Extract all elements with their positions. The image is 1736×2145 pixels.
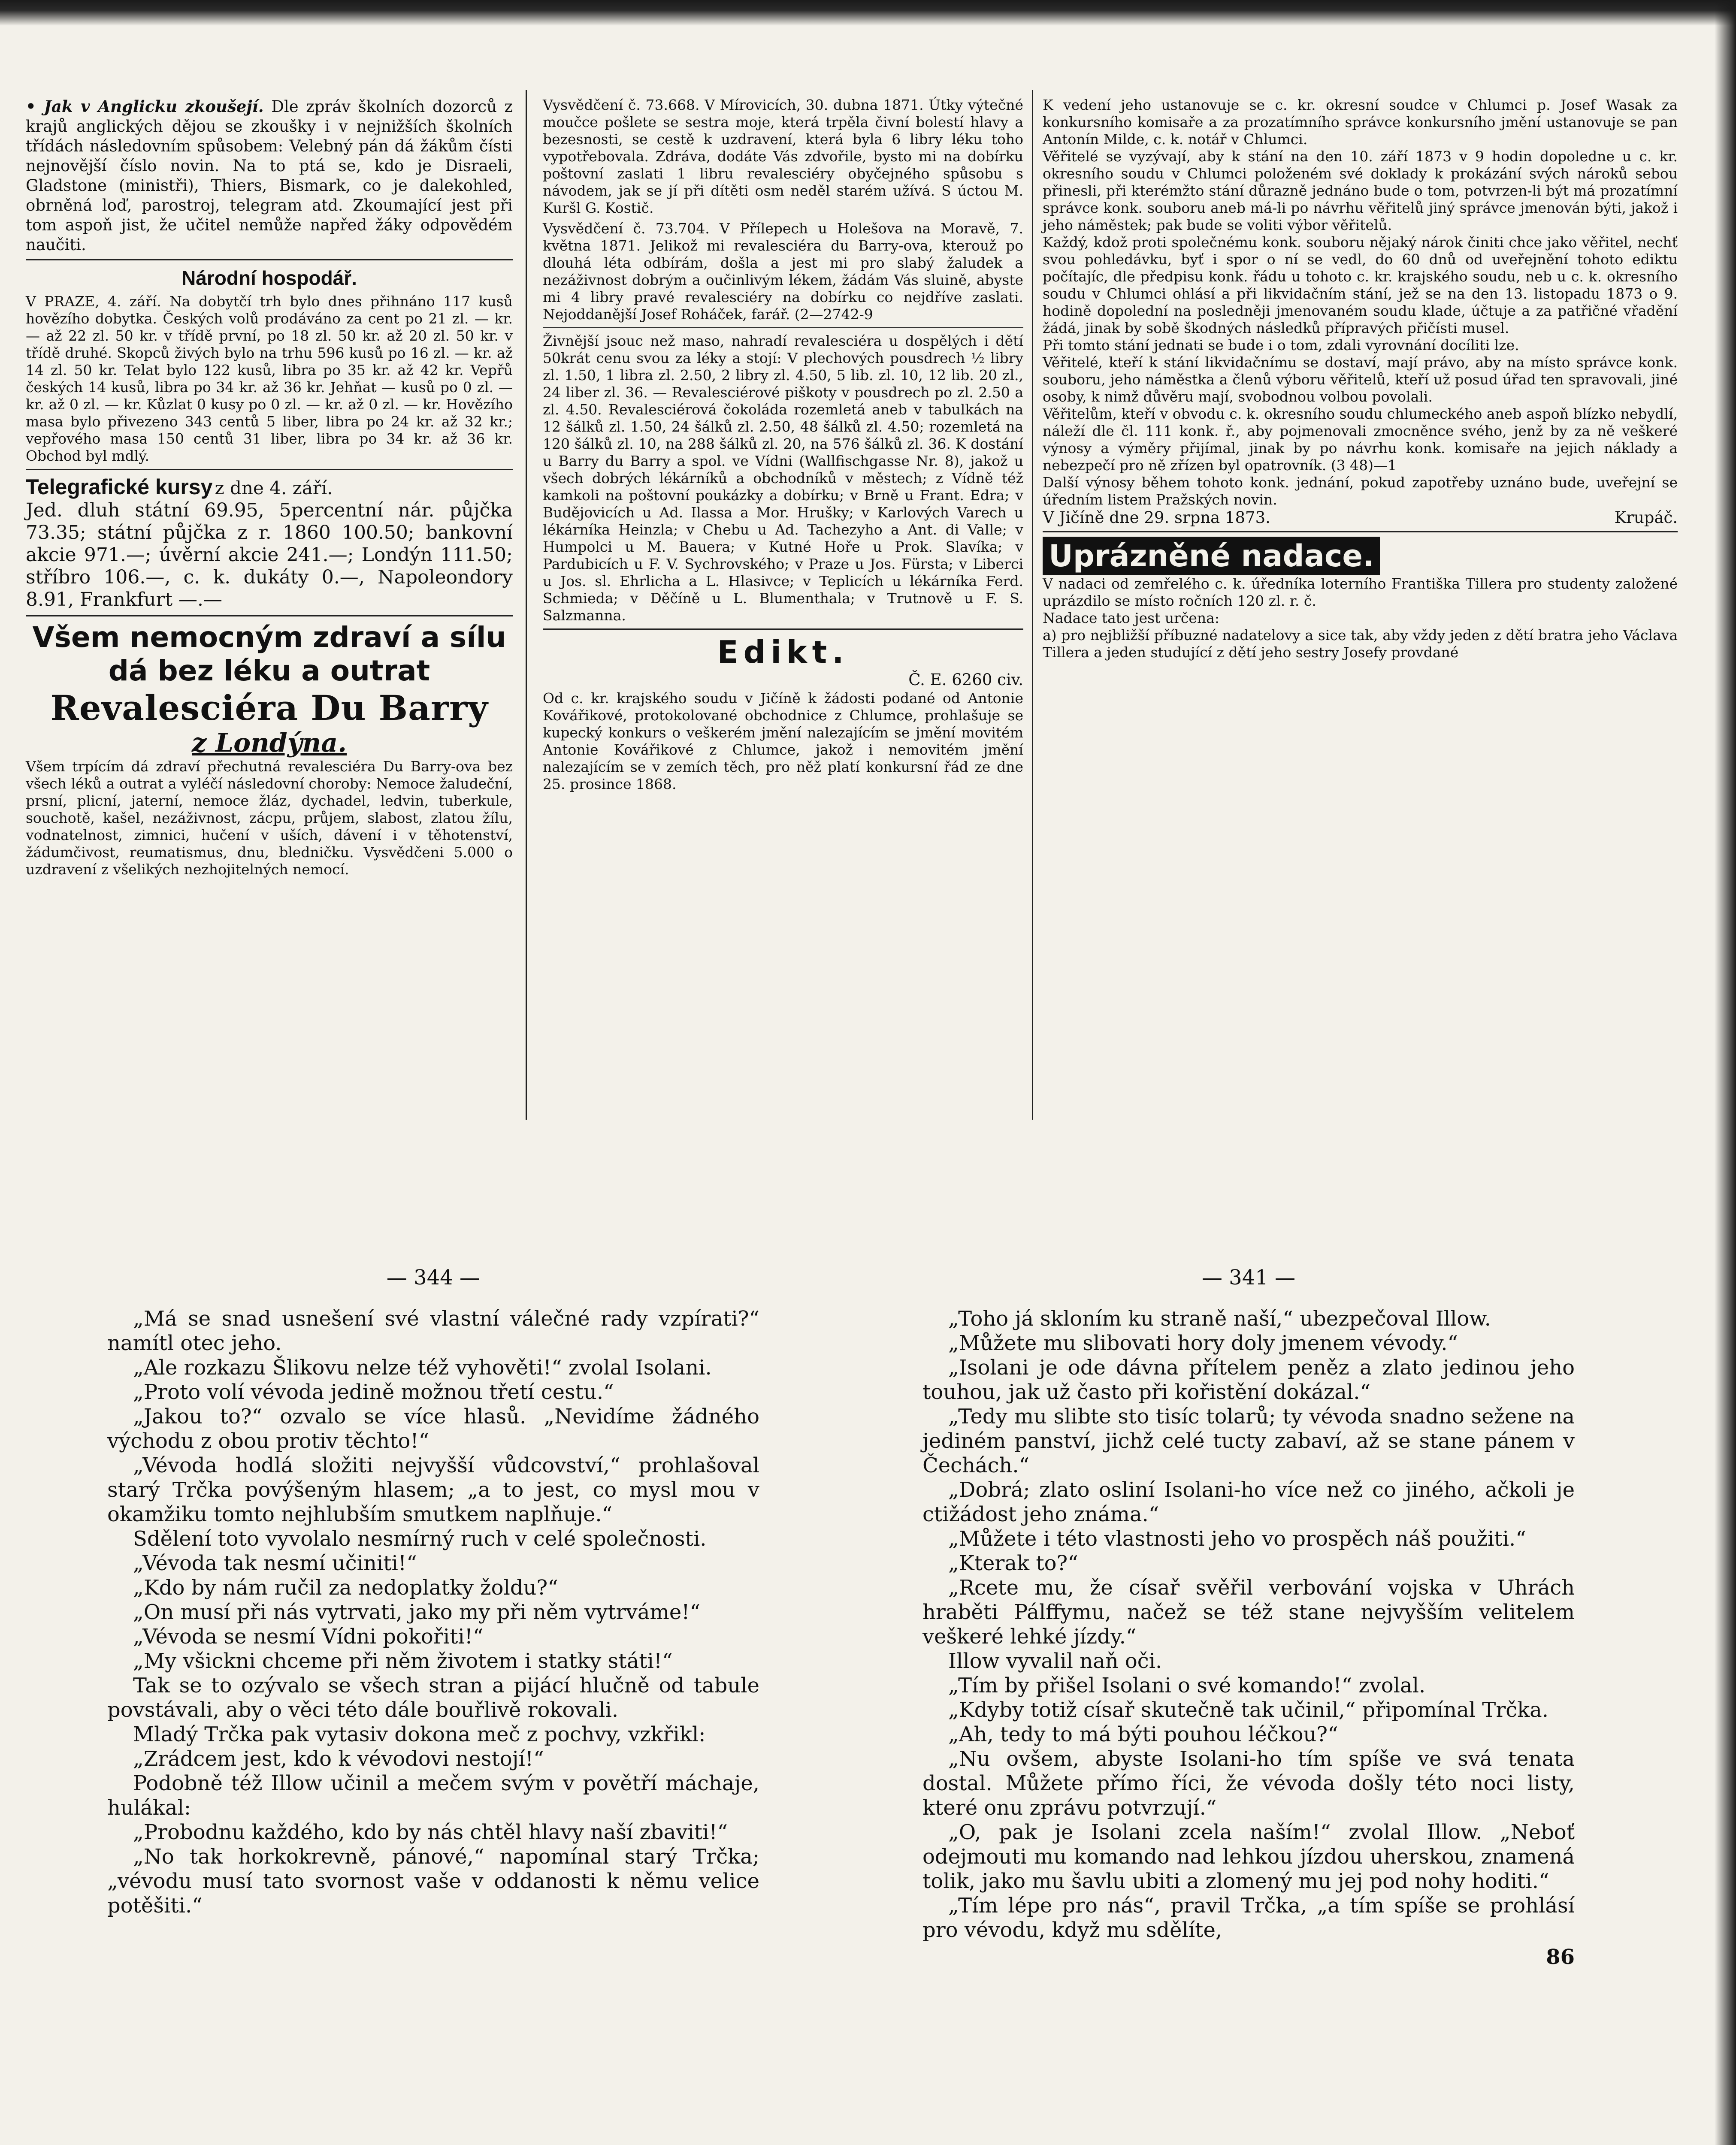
edikt-paragraph: Věřitelům, kteří v obvodu c. k. okresního soudu chlumeckého aneb aspoň blízko nebydlí, náleží dle čl. 111 konk. ř., aby pojmenovali zmocněnce svého, jenž by za ně veškeré výnosy a výměry přijímal, jinak by po návrhu konk. komisaře na jejich náklady a nebezpečí pro ně zřízen byl opatrovník. (3 48)—1 bbox=[1043, 405, 1678, 474]
paragraph: Tak se to ozývalo se všech stran a pijácí hlučně od tabule povstávali, aby o věci této dále bouřlivě rokovali. bbox=[107, 1674, 759, 1722]
paragraph: „O, pak je Isolani zcela naším!“ zvolal Illow. „Neboť odejmouti mu komando nad lehkou jízdou uherskou, znamená tolik, jako mu šavlu ubiti a zlomený mu jej pod nohy hoditi.“ bbox=[922, 1820, 1575, 1893]
paragraph: „Kdyby totiž císař skutečně tak učinil,“ připomínal Trčka. bbox=[948, 1698, 1549, 1722]
paragraph: „On musí při nás vytrvati, jako my při něm vytrváme!“ bbox=[133, 1600, 701, 1624]
signature-name: Krupáč. bbox=[1614, 508, 1678, 527]
edikt-paragraph: Každý, kdož proti společnému konk. souboru nějaký nárok činiti chce jako věřitel, nechť svou pohledávku, byť i spor o ní se vedl, do 60 dnů od uveřejnění tohoto ediktu počítajíc, dle předpisu konk. řádu u tohoto c. kr. krajského soudu, neb u c. k. okresního soudu v Chlumci ohlásí a při likvidačním stání, jež se na den 13. listopadu 1873 o 9. hodině dopolední na posledněji jmenovaném soudu klade, účtuje a za patřičné vřadění žádá, jinak by sobě škodných následků přípravých přičísti musel. bbox=[1043, 234, 1678, 336]
price-list: Živnější jsouc než maso, nahradí revalesciéra u dospělých i dětí 50krát cenu svou za léky a stojí: V plechových pousdrech ½ libry zl. 1.50, 1 libra zl. 2.50, 2 libry zl. 4.50, 5 lib. zl. 10, 12 lib. 20 zl., 24 liber zl. 36. — Revalesciérové piškoty v pousdrech po zl. 2.50 a zl. 4.50. Revalesciérová čokoláda rozemletá aneb v tabulkách na 12 šálků zl. 1.50, 24 šálků zl. 2.50, 48 šálků zl. 4.50; rozemletá na 120 šálků zl. 10, na 288 šálků zl. 20, na 576 šálků zl. 36. K dostání u Barry du Barry a spol. ve Vídni (Wallfischgasse Nr. 8), jakož u všech dobrých lékárníků a obchodníků v městech; z Vídně též kamkoli na poštovní poukázky a dobírku; v Brně u Frant. Edra; v Budějovicích u Ad. Ilassa a Mor. Hrušky; v Karlových Varech u lékárníka Heinzla; v Chebu u Ad. Tachezyho a Ant. di Valle; v Humpolci u M. Bauera; v Kutné Hoře u Prok. Slavíka; v Pardubicích u F. V. Sychrovského; v Praze u Jos. Fürsta; v Liberci u Jos. sl. Ehrlicha a L. Hlasivce; v Teplicích u lékárníka Ferd. Schmieda; v Děčíně u L. Blumenthala; v Trutnově u F. S. Salzmanna. bbox=[543, 332, 1023, 624]
article-lead: • Jak v Anglicku zkoušejí. bbox=[26, 97, 264, 116]
newspaper-column-left bbox=[26, 97, 513, 878]
edikt-reference: Č. E. 6260 civ. bbox=[908, 671, 1023, 689]
paragraph: „Jakou to?“ ozvalo se více hlasů. „Nevidíme žádného východu z obou protiv těchto!“ bbox=[107, 1405, 759, 1453]
paragraph: „Proto volí vévoda jedině možnou třetí cestu.“ bbox=[133, 1380, 614, 1404]
paragraph: „Rcete mu, že císař svěřil verbování vojska v Uhrách hraběti Pálffymu, načež se též stane nejvyšším velitelem veškeré lehké jízdy.“ bbox=[922, 1576, 1575, 1649]
paragraph: Illow vyvalil naň oči. bbox=[948, 1649, 1162, 1673]
paragraph: „Nu ovšem, abyste Isolani-ho tím spíše ve svá tenata dostal. Můžete přímo říci, že vévoda došly této noci listy, které onu zprávu potvrzují.“ bbox=[922, 1747, 1575, 1820]
signature-place: V Jičíně dne 29. srpna 1873. bbox=[1043, 508, 1270, 527]
paragraph: „Ale rozkazu Šlikovu nelze též vyhověti!“ zvolal Isolani. bbox=[133, 1356, 712, 1380]
testimonial-2: Vysvědčení č. 73.704. V Přílepech u Holešova na Moravě, 7. května 1871. Jelikož mi revalesciéra du Barry-ova, kterouž po dlouhá léta odbírám, došla a jest mi pro slabý žaludek a nezáživnost dobrým a oučinlivým lékem, žádám Vás sluině, abyste mi 4 libry pravé revalesciéry na dobírku co nejdříve zaslati. Nejoddanější Josef Roháček, farář. (2—2742-9 bbox=[543, 220, 1023, 323]
article-anglicko bbox=[26, 97, 513, 255]
edikt-text: Od c. kr. krajského soudu v Jičíně k žádosti podané od Antonie Kovářikové, protokolované obchodnice z Chlumce, prohlašuje se kupecký konkurs o veškerém jmění nalezajícím se jmění movitém Antonie Kovářikové z Chlumce, jakož i nemovitém jmění nalezajícím se v zemích těch, pro něž platí konkursní řád ze dne 25. prosince 1868. bbox=[543, 690, 1023, 792]
paragraph: „Toho já skloním ku straně naší,“ ubezpečoval Illow. bbox=[948, 1307, 1491, 1331]
ad-headline-2: dá bez léku a outrat bbox=[108, 654, 430, 687]
nadace-intro: Nadace tato jest určena: bbox=[1043, 610, 1219, 626]
divider bbox=[26, 259, 513, 260]
edikt-paragraph: K vedení jeho ustanovuje se c. kr. okresní soudce v Chlumci p. Josef Wasak za konkursního komisaře a za prozatímního správce konkursního jmění ustanovuje se pan Antonín Milde, c. k. notář v Chlumci. bbox=[1043, 97, 1678, 148]
ad-city: z Londýna. bbox=[192, 728, 347, 758]
market-report: V PRAZE, 4. září. Na dobytčí trh bylo dnes přihnáno 117 kusů hovězího dobytka. Českých volů prodáváno za cent po 21 zl. — kr. — až 22 zl. 50 kr. v třídě první, po 18 zl. 50 kr. až 20 zl. 50 kr. v třídě druhé. Skopců živých bylo na trhu 596 kusů po 16 zl. — kr. až 14 zl. 50 kr. Telat bylo 122 kusů, libra po 35 kr. až 42 kr. Vepřů českých 14 kusů, libra po 34 kr. až 36 kr. Jehňat — kusů po 0 zl. — kr. až 0 zl. — kr. Kůzlat 0 kusy po 0 zl. — kr. až 0 zl. — kr. Hovězího masa bylo přivezeno 343 centů 5 liber, libra po 24 kr. až 32 kr.; vepřového masa 150 centů 31 liber, libra po 34 kr. až 36 kr. Obchod byl mdlý. bbox=[26, 293, 513, 464]
section-heading: Národní hospodář. bbox=[181, 267, 357, 289]
paragraph: „Dobrá; zlato osliní Isolani-ho více než co jiného, ačkoli je ctižádost jeho známa.“ bbox=[922, 1478, 1575, 1526]
page-number: — 344 — bbox=[386, 1266, 481, 1290]
paragraph: „Tedy mu slibte sto tisíc tolarů; ty vévoda snadno sežene na jediném panství, jichž celé tucty zabaví, až se stane pánem v Čechách.“ bbox=[922, 1405, 1575, 1477]
column-rule bbox=[1032, 90, 1033, 1120]
paragraph: Mladý Trčka pak vytasiv dokona meč z pochvy, vzkřikl: bbox=[133, 1722, 706, 1746]
paragraph: „Vévoda hodlá složiti nejvyšší vůdcovství,“ prohlašoval starý Trčka povýšeným hlasem; „a to jest, co mysl mou v okamžiku tomto nejhlubším smutkem naplňuje.“ bbox=[107, 1453, 759, 1526]
scan-edge-top bbox=[0, 0, 1736, 26]
paragraph: Podobně též Illow učinil a mečem svým v povětří máchaje, hulákal: bbox=[107, 1771, 759, 1820]
testimonial-1: Vysvědčení č. 73.668. V Mírovicích, 30. dubna 1871. Útky výtečné moučce pošlete se sestra moje, která trpěla čivní bolestí hlavy a bezesnosti, se cestě k uzdravení, která byla 6 libry léku toho vypotřebovala. Zdráva, dodáte Vás zdvořile, bysto mi na dobírku poštovní zaslati 1 libru revalesciéry obyčejného spůsobu s návodem, jak se jí při dítěti osm neděl starém užívá. S úctou M. Kuršl G. Kostič. bbox=[543, 97, 1023, 216]
divider bbox=[26, 469, 513, 470]
novel-page-right bbox=[922, 1266, 1575, 1969]
ad-text: Všem trpícím dá zdraví přechutná revalesciéra Du Barry-ova bez všech léků a outrat a vyléčí následovní choroby: Nemoce žaludeční, prsní, plicní, jaterní, nemoce žláz, dychadel, ledvin, tuberkule, souchotě, kašel, nezáživnost, zácpu, průjem, slabost, zlatou žílu, vodnatelnost, zimnici, hučení v uších, dávení i v těhotenství, žádumčivost, reumatismus, dnu, bledničku. Vysvědčeni 5.000 o uzdravení z všelikých nezhojitelných nemocí. bbox=[26, 758, 513, 878]
page-number: — 341 — bbox=[1201, 1266, 1296, 1290]
paragraph: „Má se snad usnešení své vlastní válečné rady vzpírati?“ namítl otec jeho. bbox=[107, 1307, 759, 1355]
paragraph: „Tím lépe pro nás“, pravil Trčka, „a tím spíše se prohlásí pro vévodu, když mu sdělíte, bbox=[922, 1894, 1575, 1942]
paragraph: „Isolani je ode dávna přítelem peněz a zlato jedinou jeho touhou, jak už často při kořistění dokázal.“ bbox=[922, 1356, 1575, 1404]
ad-brand: Revalesciéra Du Barry bbox=[50, 688, 488, 728]
paragraph: „My všickni chceme při něm životem i statky státi!“ bbox=[133, 1649, 673, 1673]
paragraph: „Můžete mu slibovati hory doly jmenem vévody.“ bbox=[948, 1331, 1458, 1355]
nadace-heading: Uprázněné nadace. bbox=[1043, 537, 1380, 575]
nadace-item-a: a) pro nejbližší příbuzné nadatelovy a sice tak, aby vždy jeden z dětí bratra jeho Václava Tillera a jeden studující z dětí jeho sestry Josefy provdané bbox=[1043, 627, 1678, 661]
paragraph: „Probodnu každého, kdo by nás chtěl hlavy naší zbaviti!“ bbox=[133, 1820, 728, 1844]
paragraph: „Zrádcem jest, kdo k vévodovi nestojí!“ bbox=[133, 1747, 544, 1771]
sheet-number: 86 bbox=[1546, 1945, 1575, 1969]
signature-line bbox=[1043, 508, 1678, 527]
paragraph: Sdělení toto vyvolalo nesmírný ruch v celé společnosti. bbox=[133, 1527, 707, 1551]
nadace-text: V nadaci od zemřelého c. k. úředníka loterního Františka Tillera pro studenty založené uprázdilo se místo ročních 120 zl. r. č. bbox=[1043, 575, 1678, 609]
paragraph: „Vévoda tak nesmí učiniti!“ bbox=[133, 1551, 417, 1575]
novel-page-left bbox=[107, 1266, 759, 1918]
paragraph: „Kterak to?“ bbox=[948, 1551, 1078, 1575]
ad-headline-1: Všem nemocným zdraví a sílu bbox=[32, 621, 506, 654]
divider bbox=[1043, 531, 1678, 532]
edikt-heading: Edikt. bbox=[717, 634, 849, 670]
divider bbox=[543, 628, 1023, 630]
newspaper-column-right bbox=[1043, 97, 1678, 661]
novel-text bbox=[922, 1307, 1575, 1943]
article-text: Dle zpráv školních dozorců z krajů anglických dějou se zkoušky i v nejnižších školních třídách následovním spůsobem: Velebný pán dá žákům čísti nejnovější číslo novin. Na to ptá se, kdo je Disraeli, Gladstone (ministři), Thiers, Bismark, co je dalekohled, obrněná loď, parostroj, telegram atd. Zkoumající jest při tom aspoň jist, že učitel nemůže napřed žáky odpovědém naučiti. bbox=[26, 97, 513, 254]
paragraph: „Vévoda se nesmí Vídni pokořiti!“ bbox=[133, 1625, 484, 1649]
edikt-paragraph: Další výnosy během tohoto konk. jednání, pokud zapotřeby uznáno bude, uveřejní se úředním listem Pražských novin. bbox=[1043, 474, 1678, 508]
divider bbox=[543, 327, 1023, 328]
paragraph: „Ah, tedy to má býti pouhou léčkou?“ bbox=[948, 1722, 1338, 1746]
edikt-paragraph: Při tomto stání jednati se bude i o tom, zdali vyrovnání docíliti lze. bbox=[1043, 337, 1519, 353]
telegraf-date: z dne 4. září. bbox=[215, 477, 333, 498]
newspaper-column-middle bbox=[543, 97, 1023, 793]
paragraph: „No tak horkokrevně, pánové,“ napomínal starý Trčka; „vévodu musí tato svornost vaše v oddanosti k němu velice potěšiti.“ bbox=[107, 1845, 759, 1918]
edikt-paragraph: Věřitelé se vyzývají, aby k stání na den 10. září 1873 v 9 hodin dopoledne u c. kr. okresního soudu v Chlumci položeném své doklady k prokázání svých nároků sebou přinesli, při kterémžto stání důrazně jednáno bude o tom, potvrzen-li být má prozatímní správce konk. souboru aneb má-li po návrhu věřitelů jiný správce jmenován býti, jakož i jeho náměstek; pak bude se voliti výbor věřitelů. bbox=[1043, 148, 1678, 233]
divider bbox=[26, 615, 513, 616]
telegraf-text: Jed. dluh státní 69.95, 5percentní nár. půjčka 73.35; státní půjčka z r. 1860 100.50; bankovní akcie 971.—; úvěrní akcie 241.—; Londýn 111.50; stříbro 106.—, c. k. dukáty 0.—, Napoleondory 8.91, Frankfurt —.— bbox=[26, 499, 513, 610]
paragraph: „Tím by přišel Isolani o své komando!“ zvolal. bbox=[948, 1674, 1426, 1698]
novel-text bbox=[107, 1307, 759, 1918]
scan-edge-right bbox=[1715, 0, 1736, 2145]
paragraph: „Kdo by nám ručil za nedoplatky žoldu?“ bbox=[133, 1576, 558, 1600]
column-rule bbox=[526, 90, 527, 1120]
paragraph: „Můžete i této vlastnosti jeho vo prospěch náš použiti.“ bbox=[948, 1527, 1526, 1551]
edikt-paragraph: Věřitelé, kteří k stání likvidačnímu se dostaví, mají právo, aby na místo správce konk. souboru, jeho náměstka a členů výboru věřitelů, kteří už posud úřad ten spravovali, jiné osoby, k nimž důvěru mají, svobodnou volbou povolali. bbox=[1043, 354, 1678, 405]
telegraf-heading: Telegrafické kursy bbox=[26, 475, 213, 499]
